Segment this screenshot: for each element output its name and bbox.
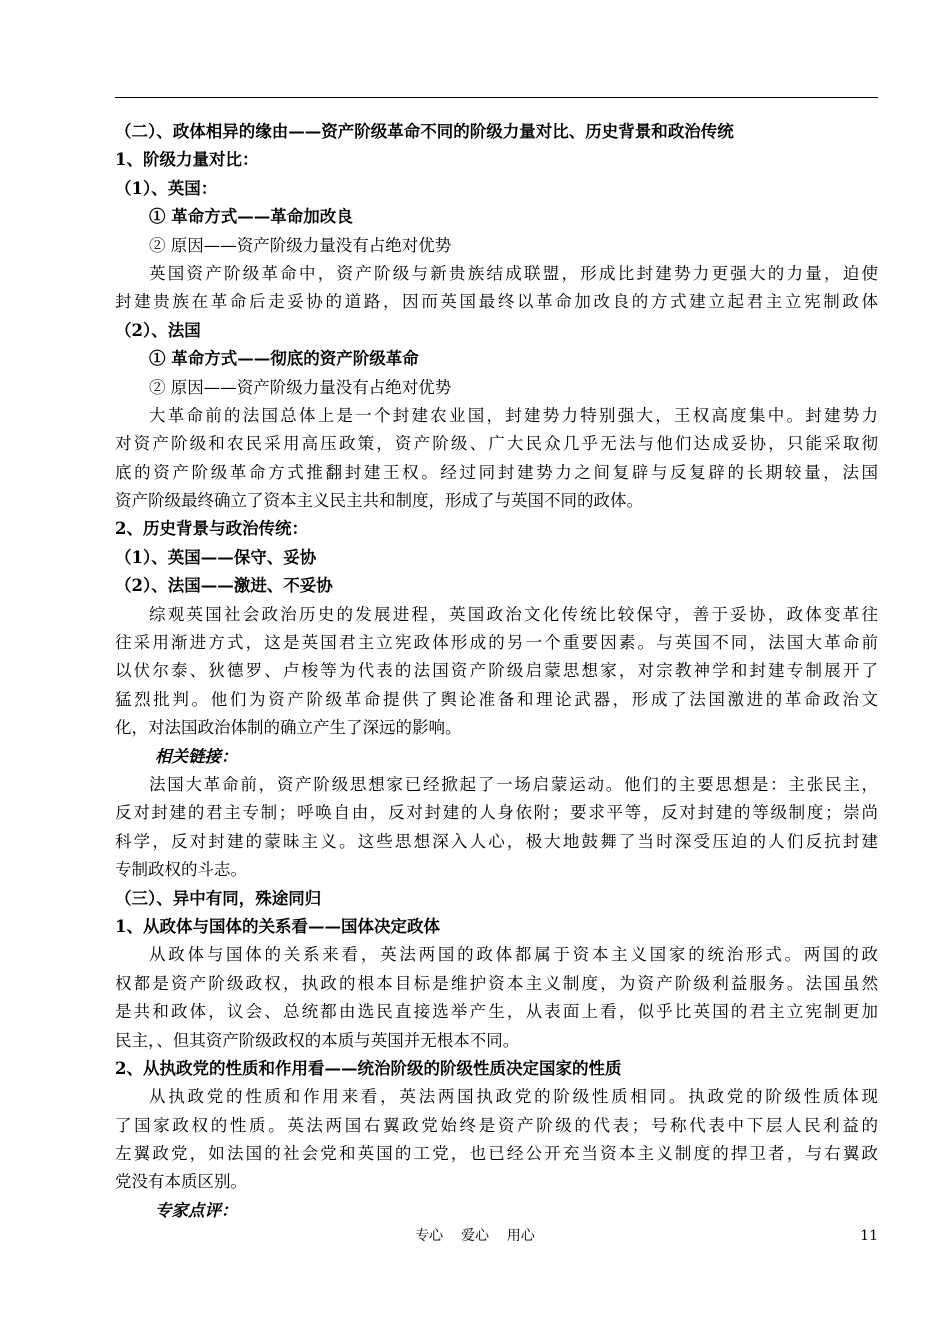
text-line: 反对封建的君主专制；呼唤自由，反对封建的人身依附；要求平等，反对封建的等级制度；崇尚 [115, 803, 878, 823]
text-line: 英国资产阶级革命中，资产阶级与新贵族结成联盟，形成比封建势力更强大的力量，迫使 [149, 263, 878, 283]
text-line: 科学，反对封建的蒙昧主义。这些思想深入人心，极大地鼓舞了当时深受压迫的人们反抗封建 [115, 831, 878, 851]
text-line: 相关链接： [155, 746, 238, 766]
text-line: 以伏尔泰、狄德罗、卢梭等为代表的法国资产阶级启蒙思想家，对宗教神学和封建专制展开了 [115, 661, 878, 681]
text-line: 法国大革命前，资产阶级思想家已经掀起了一场启蒙运动。他们的主要思想是：主张民主， [149, 774, 878, 794]
page-number: 11 [860, 1228, 878, 1244]
text-line: 1、从政体与国体的关系看——国体决定政体 [115, 916, 440, 936]
text-line: （2）、法国 [115, 320, 201, 340]
text-line: 从政体与国体的关系来看，英法两国的政体都属于资本主义国家的统治形式。两国的政 [149, 945, 878, 965]
text-line: 了国家政权的性质。英法两国右翼政党始终是资产阶级的代表；号称代表中下层人民利益的 [115, 1115, 878, 1135]
document-body [115, 118, 878, 1225]
text-line: 党没有本质区别。 [115, 1172, 247, 1192]
text-line: ② 原因——资产阶级力量没有占绝对优势 [149, 377, 452, 397]
text-line: 权都是资产阶级政权，执政的根本目标是维护资本主义制度，为资产阶级利益服务。法国虽然 [115, 973, 878, 993]
text-line: 往采用渐进方式，这是英国君主立宪政体形成的另一个重要因素。与英国不同，法国大革命前 [115, 633, 878, 653]
text-line: 猛烈批判。他们为资产阶级革命提供了舆论准备和理论武器，形成了法国激进的革命政治文 [115, 689, 878, 709]
text-line: ① 革命方式——革命加改良 [149, 207, 353, 227]
text-line: 综观英国社会政治历史的发展进程，英国政治文化传统比较保守，善于妥协，政体变革往 [149, 604, 878, 624]
text-line: ② 原因——资产阶级力量没有占绝对优势 [149, 235, 452, 255]
text-line: ① 革命方式——彻底的资产阶级革命 [149, 349, 419, 369]
text-line: 大革命前的法国总体上是一个封建农业国，封建势力特别强大，王权高度集中。封建势力 [149, 405, 878, 425]
text-line: 2、历史背景与政治传统： [115, 519, 308, 539]
text-line: 对资产阶级和农民采用高压政策，资产阶级、广大民众几乎无法与他们达成妥协，只能采取彻 [115, 434, 878, 454]
text-line: 左翼政党，如法国的社会党和英国的工党，也已经公开充当资本主义制度的捍卫者，与右翼政 [115, 1144, 878, 1164]
text-line: 化，对法国政治体制的确立产生了深远的影响。 [115, 718, 462, 738]
text-line: 民主，、但其资产阶级政权的本质与英国并无根本不同。 [115, 1030, 520, 1050]
text-line: 从执政党的性质和作用来看，英法两国执政党的阶级性质相同。执政党的阶级性质体现 [149, 1087, 878, 1107]
text-line: 1、阶级力量对比： [115, 150, 259, 170]
text-line: 专制政权的斗志。 [115, 860, 247, 880]
text-line: （2）、法国——激进、不妥协 [115, 576, 333, 596]
text-line: 是共和政体，议会、总统都由选民直接选举产生，从表面上看，似乎比英国的君主立宪制更加 [115, 1002, 878, 1022]
text-line: 2、从执政党的性质和作用看——统治阶级的阶级性质决定国家的性质 [115, 1058, 622, 1078]
text-line: 专家点评： [155, 1200, 238, 1220]
text-line: 封建贵族在革命后走妥协的道路，因而英国最终以革命加改良的方式建立起君主立宪制政体 [115, 292, 878, 312]
footer-motto: 专心 爱心 用心 [415, 1228, 535, 1244]
text-line: （二）、政体相异的缘由——资产阶级革命不同的阶级力量对比、历史背景和政治传统 [115, 122, 734, 141]
text-line: （三）、异中有同，殊途同归 [115, 888, 322, 908]
text-line: 资产阶级最终确立了资本主义民主共和制度，形成了与英国不同的政体。 [115, 491, 643, 511]
text-line: （1）、英国——保守、妥协 [115, 547, 317, 567]
page-footer [0, 1226, 950, 1246]
text-line: 底的资产阶级革命方式推翻封建王权。经过同封建势力之间复辟与反复辟的长期较量，法国 [115, 462, 878, 482]
text-line: （1）、英国： [115, 178, 218, 198]
header-rule [115, 97, 878, 98]
